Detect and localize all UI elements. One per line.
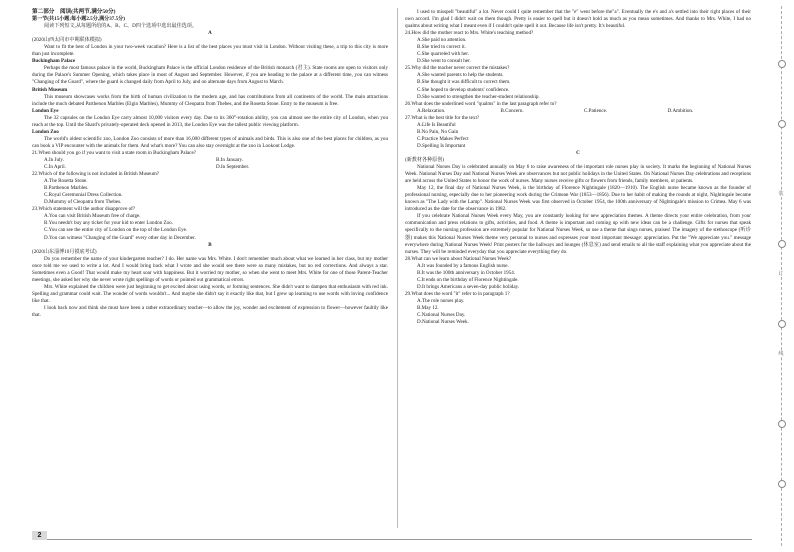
question-23-option-b: B.You needn't buy any ticket for your kid to enter London Zoo.	[44, 220, 173, 227]
passage-b-paragraph-2: Mrs. White explained the children were just beginning to get excited about using words, or forming sentences. She didn't want to dampen that enthusiasm with red ink. Spelling and grammar could wait. The wonder of words wouldn't... And maybe she didn't say it exactly like that, but I grew up learning to use words with loving confidence like that.	[32, 283, 388, 304]
passage-a-text-3: The 32 capsules on the London Eye carry almost 10,000 visitors every day. Due to its 360°-rotation ability, you can almost see the entire city of London, when you reach at the top. Until the Shard's privately-operated deck opened in 2013, the London Eye was the tallest public viewing platform.	[32, 114, 388, 128]
passage-a-text-2: This museum showcases works from the birth of human civilization to the modern age, and has contributions from all continents of the world. The main attractions include the much debated Parthenon Marbles (Elgin Marbles), Mummy of Cleopatra from Thebes, and the Rosetta Stone. Entry to the museum is free.	[32, 93, 388, 107]
passage-a-subtitle-3: London Eye	[32, 107, 59, 114]
passage-c-paragraph-1: National Nurses Day is celebrated annually on May 6 to raise awareness of the important role nurses play in society. It marks the beginning of National Nurses Week. National Nurses Day and National Nurses Week are observances but not public holidays in the United States. On National Nurses Day celebrations and receptions are held across the United States to honor the work of nurses. Many nurses receive gifts or flowers from friends, family members, or patients.	[405, 164, 751, 185]
question-29-stem: 29.What does the word "it" refer to in paragraph 1?	[405, 290, 510, 297]
question-28-stem: 28.What can we learn about National Nurses Week?	[405, 255, 512, 262]
passage-a-source: (2020山西太同市中期联体模拟)	[32, 37, 102, 44]
binding-label-ding: 订	[775, 270, 787, 277]
question-24-option-d: D.She went to consult her.	[417, 58, 471, 65]
question-29-option-c: C.National Nurses Day.	[417, 312, 466, 319]
question-28-option-c: C.It ends on the birthday of Florence Nightingale.	[417, 276, 519, 283]
binding-hole	[778, 420, 786, 428]
question-29-option-b: B.May 12.	[417, 304, 439, 311]
page-number: 2	[32, 531, 47, 540]
question-26-option-c: C.Patience.	[584, 107, 608, 114]
part1-heading: 第一节(共15小题;每小题2.5分,满分37.5分)	[32, 16, 125, 23]
question-24-option-a: A.She paid no attention.	[417, 37, 467, 44]
passage-a-intro: Want to fit the best of London in your two-week vacation? Here is a list of the best places you must visit in London. Without visiting these, a trip to this city is more than just incomplete.	[32, 44, 388, 58]
passage-b-paragraph-3: I look back now and think she must have been a rather extraordinary teacher—to allow the joy, wonder and excitement of expression to flower—however faultily like that.	[32, 304, 388, 319]
question-23-option-c: C.You can see the entire city of London on the top of the London Eye.	[44, 227, 188, 234]
question-27-stem: 27.What is the best title for the text?	[405, 114, 480, 121]
question-26-option-b: B.Concern.	[500, 107, 524, 114]
question-29-option-a: A.The role nurses play.	[417, 297, 465, 304]
binding-hole	[778, 60, 786, 68]
question-25-option-b: B.She thought it was difficult to correct them.	[417, 79, 511, 86]
passage-c-paragraph-2: May 12, the final day of National Nurses Week, is the birthday of Florence Nightingale (1820—1910). The English nurse became known as the founder of professional nursing, especially due to her pioneering work during the Crimean War (1853—1856). Due to her habit of making the rounds at night, Nightingale became known as "The Lady with the Lamp". National Nurses Week was first observed in October 1954, the 100th anniversary of Nightingale's mission to Crimea. May 6 was introduced as the date for the observance in 1982.	[405, 185, 751, 213]
question-23-stem: 23.Which statement will the author disapprove of?	[32, 206, 136, 213]
left-column	[32, 9, 388, 319]
passage-a-text-1: Perhaps the most famous palace in the world, Buckingham Palace is the official London residence of the British monarch (君主). State rooms are open to visitors only during the Palace's Summer Opening, which takes place in most of August and September. However, if you are heading to the palace at a different time, you can witness "Changing of the Guard", where the guard is changed daily from April to July, and on alternate days from August to March.	[32, 65, 388, 86]
binding-hole	[778, 240, 786, 248]
question-28-option-d: D.It brings Americans a seven-day public holiday.	[417, 283, 520, 290]
passage-b-letter: B	[208, 241, 212, 248]
question-25-option-c: C.She hoped to develop students' confidence.	[417, 86, 510, 93]
binding-hole	[778, 480, 786, 488]
question-27-option-c: C.Practice Makes Perfect	[417, 135, 469, 142]
passage-a-subtitle-2: British Museum	[32, 86, 68, 93]
question-22-option-c: C.Royal Ceremonial Dress Collection.	[44, 192, 123, 199]
binding-hole	[778, 120, 786, 128]
right-column	[405, 9, 751, 326]
question-22-option-a: A.The Rosetta Stone.	[44, 178, 88, 185]
passage-b-paragraph-4: I used to misspell "beautiful" a lot. Never could I quite remember that the "e" went before the"a". Eventually the e's and a's settled into their right places of their own accord. I'm glad I didn't wait on them though. Pretty is easier to spell but it doesn't hold as much as you mean sometimes. And thanks to Mrs. White, I had no qualms about writing what I meant even if I couldn't quite spell it out. Because life isn't pretty. It's beautiful.	[405, 9, 751, 30]
passage-a-subtitle-1: Buckingham Palace	[32, 58, 76, 65]
question-26-option-d: D.Ambition.	[667, 107, 694, 114]
question-23-option-a: A.You can visit British Museum free of charge.	[44, 213, 141, 220]
question-26-stem: 26.What does the underlined word "qualms" in the last paragraph refer to?	[405, 100, 557, 107]
question-27-option-a: A.Life Is Beautiful	[417, 121, 456, 128]
passage-a-text-4: The world's oldest scientific zoo, London Zoo consists of more than 16,000 different types of animals and birds. This is also one of the best places for children, as you can book a VIP encounter with the animals for them. And what's more? You can also stay overnight at the zoo in Lookout Lodge.	[32, 135, 388, 149]
binding-margin	[770, 0, 794, 552]
binding-hole	[778, 320, 786, 328]
question-23-option-d: D.You can witness "Changing of the Guard" every other day in December.	[44, 234, 196, 241]
question-21-option-a: A.In July.	[44, 156, 64, 163]
passage-c-paragraph-3: If you celebrate National Nurses Week every May, you are constantly looking for new appreciation themes. A theme directs your entire celebration, from your communication and press relations to gifts, activities, and food. A theme is important and coming up with new ideas can be a challenge. Gifts for nurses that speak specifically to the nursing profession are extremely popular for National Nurses Week, so use a theme that sings nurses, praises! The imagery of the stethoscope (听诊器) makes this National Nurses Week theme very personal to nurses and expresses your most important message: appreciation. Put the "We appreciate you." message everywhere during National Nurses Week! Print posters for the hallways and lounges (休息室) and send emails to all the staff explaining what you appreciate about the nurses. They will be reminded everyday that you appreciate everything they do.	[405, 213, 751, 255]
binding-label-zhuang: 装	[775, 190, 787, 197]
binding-label-xian: 线	[775, 350, 787, 357]
question-24-option-b: B.She tried to correct it.	[417, 44, 466, 51]
question-26-options	[405, 108, 751, 115]
question-29-option-d: D.National Nurses Week.	[417, 319, 469, 326]
question-27-option-d: D.Spelling Is Important	[417, 142, 466, 149]
section-title: 第二部分 阅读(共两节,满分50分)	[32, 9, 116, 15]
question-27-option-b: B.No Pain, No Gain	[417, 128, 459, 135]
question-22-option-b: B.Parthenon Marbles.	[44, 185, 89, 192]
question-21-options-row-1	[32, 157, 388, 164]
passage-c-letter: C	[576, 149, 580, 156]
question-28-option-b: B.It was the 100th anniversary in October 1954.	[417, 269, 516, 276]
question-24-option-c: C.She quarreled with her.	[417, 51, 469, 58]
passage-b-paragraph-1: Do you remember the name of your kindergarten teacher? I do. Her name was Mrs. White. I don't remember much about what we learned in her class, but my mother once told me we used to write a lot. And I would bring back what I wrote and she would see there were so many mistakes, but no red corrections. And always a star. Sometimes even a Good! That would make my heart soar with happiness. But it worried my mother, so when she went to meet Mrs. White for one of those Parent-Teacher meetings, she asked her why she never wrote right spellings of words or pointed out grammatical errors.	[32, 255, 388, 283]
question-22-option-d: D.Mummy of Cleopatra from Thebes.	[44, 199, 122, 206]
question-24-stem: 24.How did the mother react to Mrs. White's teaching method?	[405, 30, 534, 37]
question-21-option-d: D.In September.	[216, 164, 250, 171]
question-21-stem: 21.When should you go if you want to visit a state room in Buckingham Palace?	[32, 149, 196, 156]
footer-rule	[32, 539, 752, 540]
passage-a-letter: A	[208, 30, 212, 37]
question-21-option-b: B.In January.	[216, 156, 243, 163]
column-divider	[397, 8, 398, 528]
part1-instruction: 阅读下列短文,从每题所给的A、B、C、D四个选项中选出最佳选项。	[44, 23, 197, 30]
passage-c-source: (新教材各种原创)	[405, 156, 445, 163]
passage-a-subtitle-4: London Zoo	[32, 128, 59, 135]
question-25-stem: 25.Why did the teacher never correct the mistakes?	[405, 65, 510, 72]
question-28-option-a: A.It was founded by a famous English nurse.	[417, 262, 509, 269]
question-22-stem: 22.Which of the following is not included in British Museum?	[32, 171, 160, 178]
question-25-option-a: A.She wanted parents to help the students.	[417, 72, 504, 79]
question-26-option-a: A.Relaxation.	[417, 107, 446, 114]
passage-b-source: (2020山东淄博10月摸底考试)	[32, 248, 97, 255]
question-25-option-d: D.She wanted to strengthen the teacher-student relationship.	[417, 93, 540, 100]
question-21-option-c: C.In April.	[44, 164, 66, 171]
